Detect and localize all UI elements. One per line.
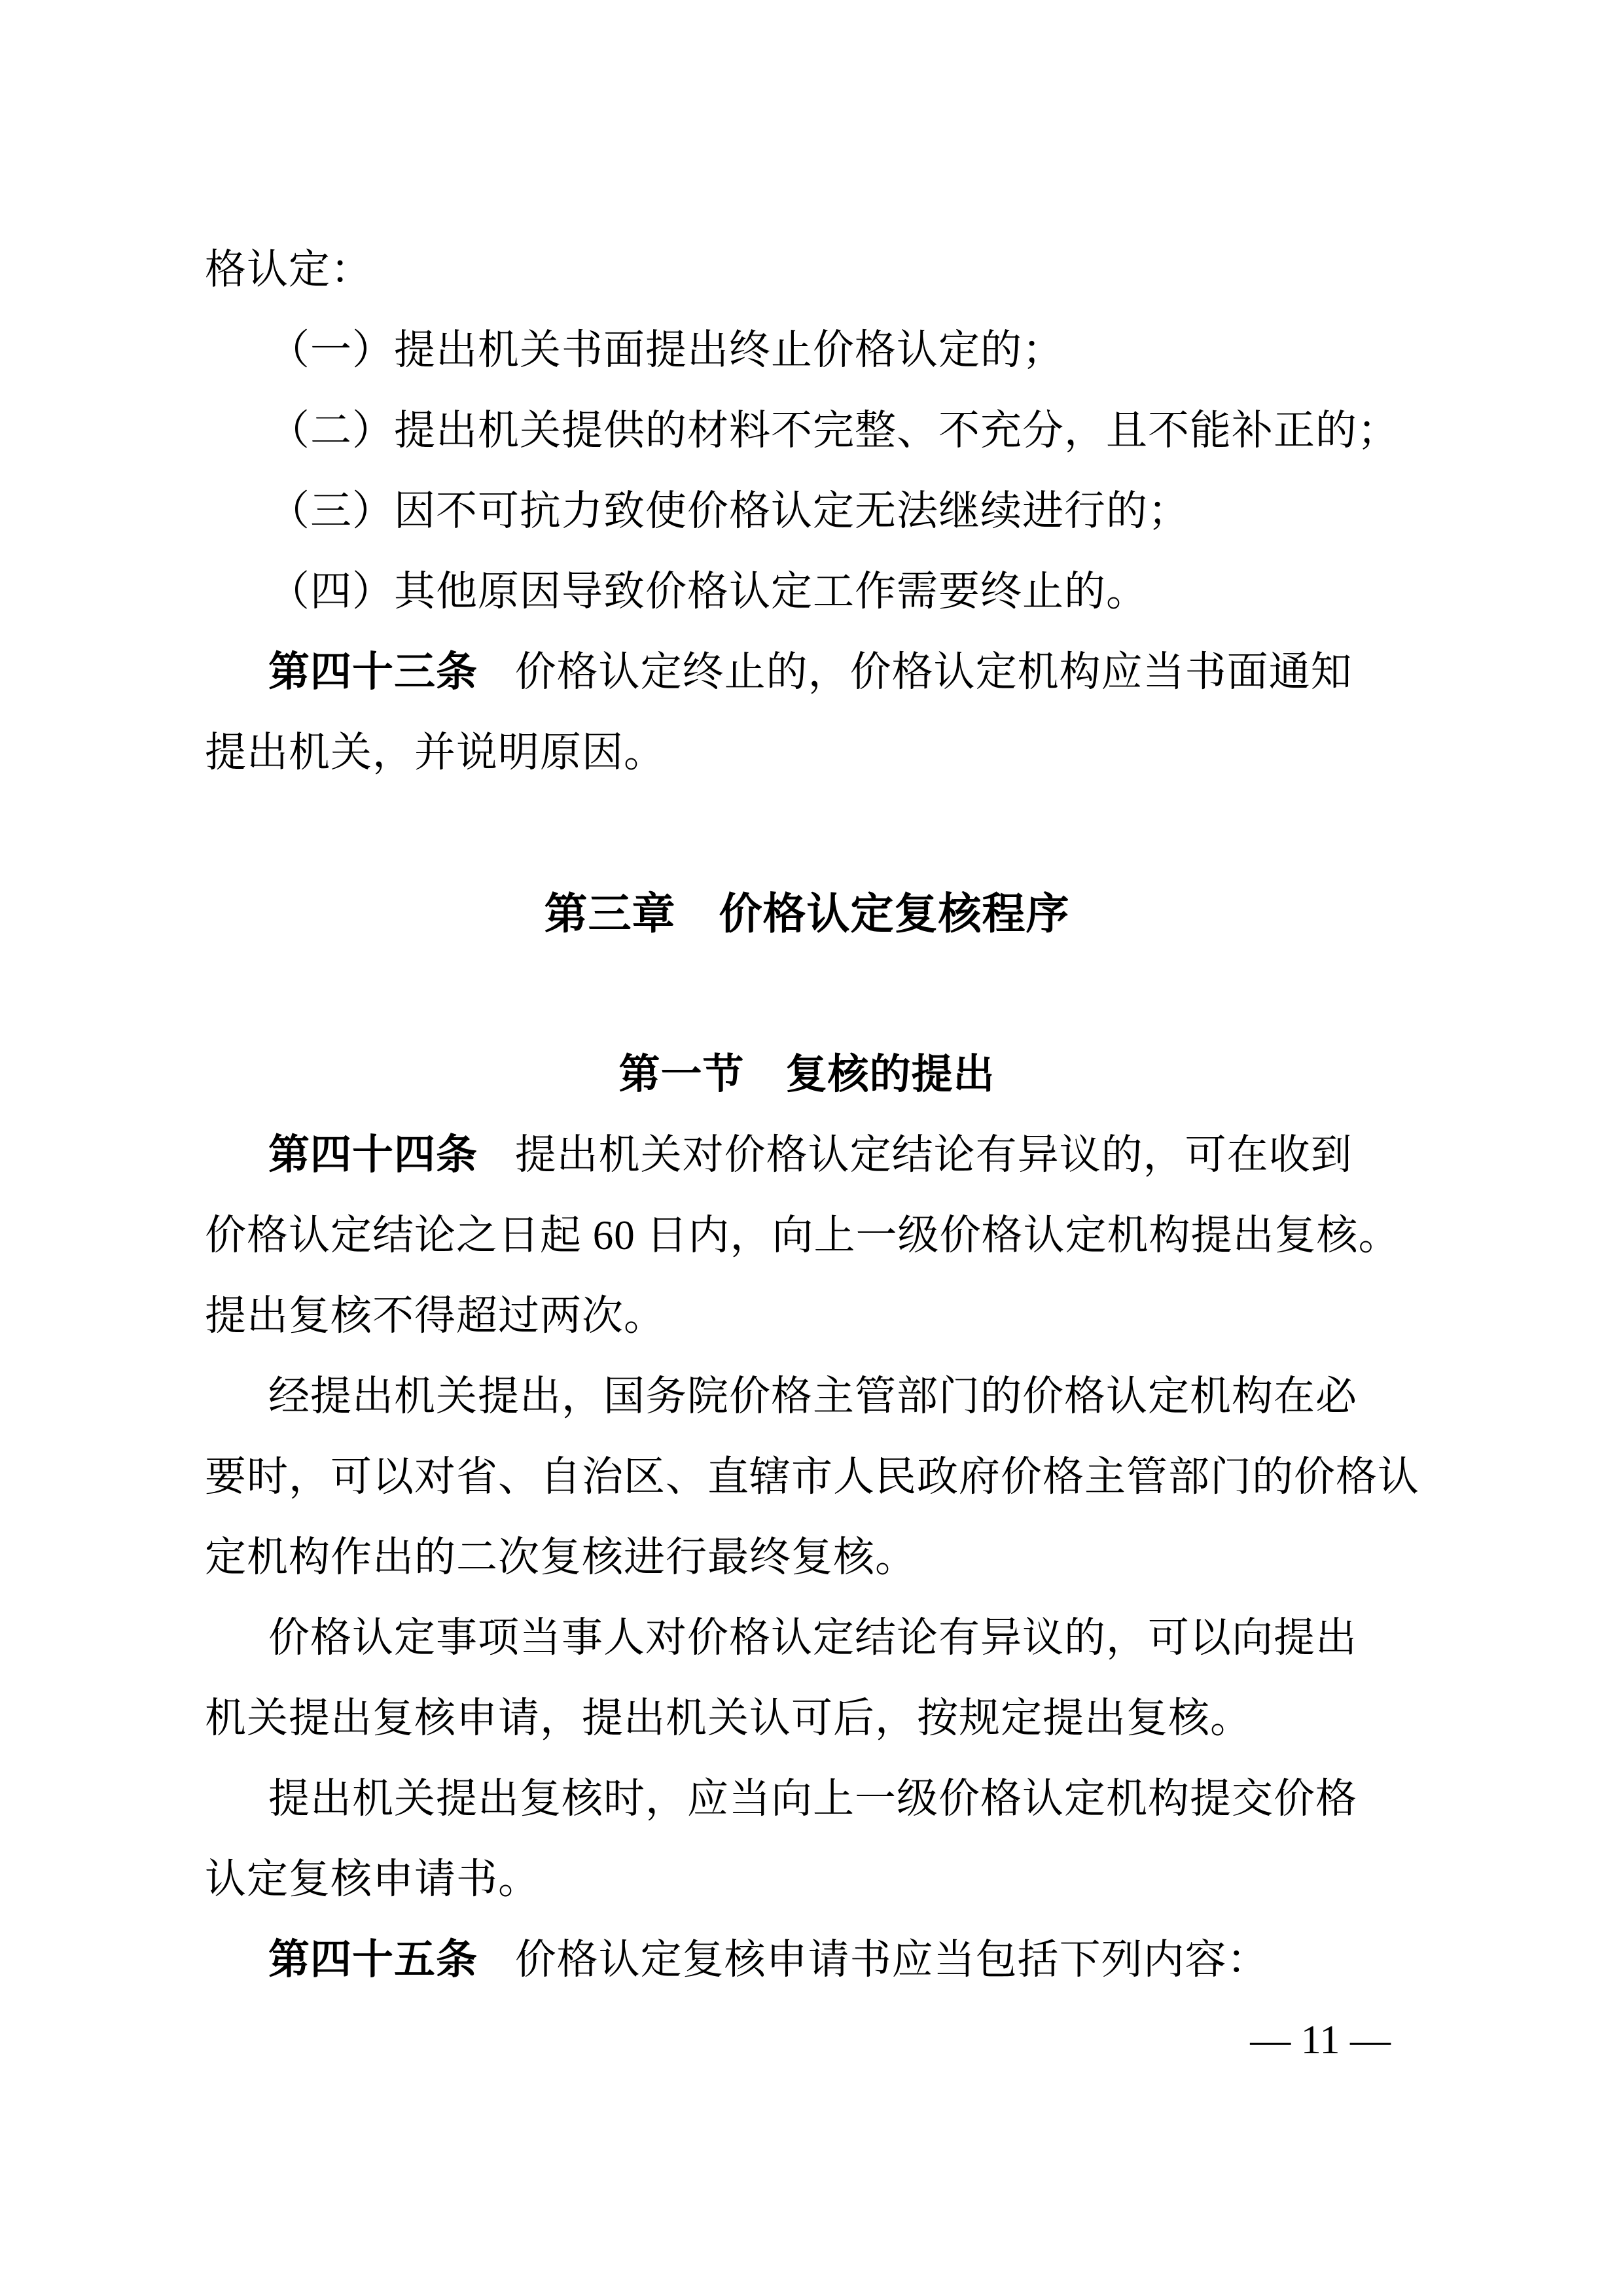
article-text: 提出机关对价格认定结论有异议的，可在收到 [514,1132,1353,1178]
text-line: 价格认定结论之日起 60 日内，向上一级价格认定机构提出复核。 [205,1212,1400,1258]
section-heading [205,1034,1409,1115]
chapter-title: 价格认定复核程序 [719,889,1070,938]
chapter-heading [205,874,1409,954]
text-line: 经提出机关提出，国务院价格主管部门的价格认定机构在必 [268,1373,1357,1419]
document-body [205,230,1419,2000]
text-line: （二）提出机关提供的材料不完整、不充分，且不能补正的； [268,408,1399,453]
text-line: 要时，可以对省、自治区、直辖市人民政府价格主管部门的价格认 [205,1454,1419,1500]
text-line: 提出复核不得超过两次。 [205,1293,666,1339]
text-line: 机关提出复核申请，提出机关认可后，按规定提出复核。 [205,1695,1252,1741]
blank-line [205,793,1409,874]
page-number: — 11 — [1250,2018,1391,2062]
text-line: 认定复核申请书。 [205,1856,540,1902]
article-line [205,1920,1409,2000]
text-line: 格认定： [205,247,372,292]
section-title: 复核的提出 [785,1051,995,1097]
text-line: 定机构作出的二次复核进行最终复核。 [205,1534,917,1580]
chapter-number: 第三章 [544,889,676,938]
article-line [205,1115,1409,1195]
article-number: 第四十三条 [268,649,478,695]
article-text: 价格认定终止的，价格认定机构应当书面通知 [514,649,1353,695]
text-line: （三）因不可抗力致使价格认定无法继续进行的； [268,488,1190,534]
text-line: 提出机关，并说明原因。 [205,730,666,775]
text-line: 价格认定事项当事人对价格认定结论有异议的，可以向提出 [268,1615,1357,1661]
section-number: 第一节 [618,1051,745,1097]
text-line: 提出机关提出复核时，应当向上一级价格认定机构提交价格 [268,1776,1357,1822]
text-line: （四）其他原因导致价格认定工作需要终止的。 [268,569,1148,614]
document-content [205,230,1419,2081]
blank-line [205,954,1409,1034]
article-number: 第四十四条 [268,1132,478,1178]
text-line: （一）提出机关书面提出终止价格认定的； [268,327,1064,373]
article-number: 第四十五条 [268,1937,478,1983]
article-line [205,632,1409,713]
article-text: 价格认定复核申请书应当包括下列内容： [514,1937,1269,1983]
